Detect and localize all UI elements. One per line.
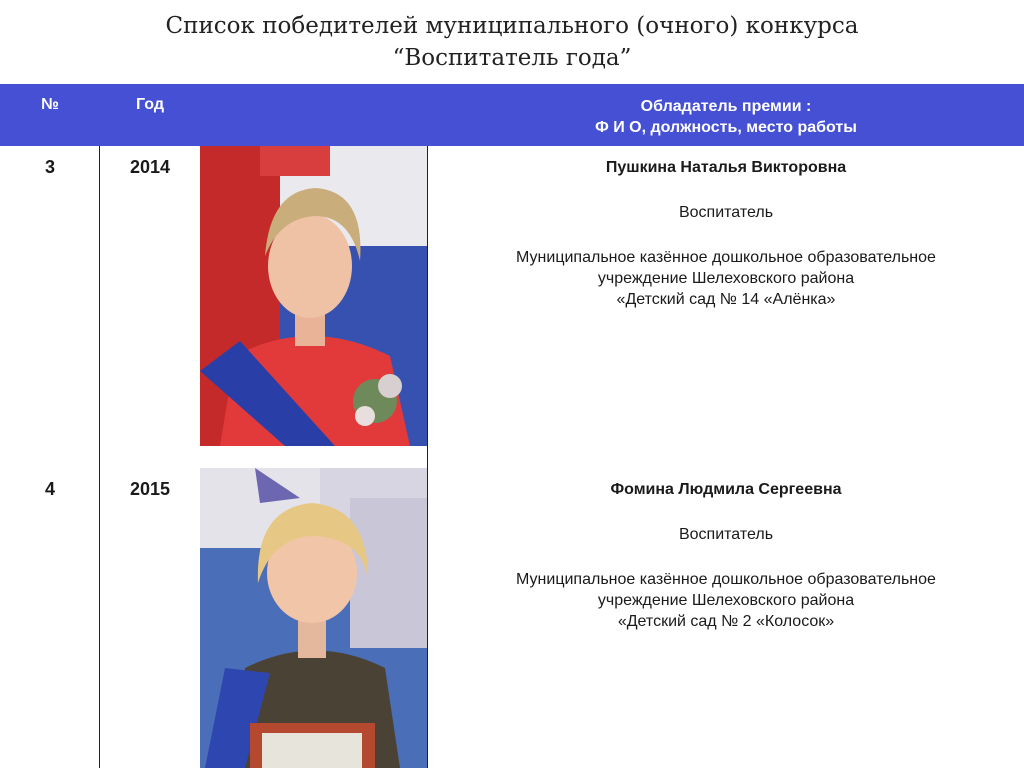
winner-info: [428, 479, 1024, 632]
page-title-line-1: Список победителей муниципального (очного) конкурса: [165, 13, 859, 39]
winner-photo: [200, 468, 427, 768]
header-owner: [428, 96, 1024, 138]
page-title-line-2: “Воспитатель года”: [392, 45, 632, 71]
winner-organization-line-2: учреждение Шелеховского района: [597, 270, 855, 287]
row-year: 2015: [129, 479, 171, 499]
row-year: 2014: [129, 157, 171, 177]
header-owner-line-1: Обладатель премии :: [640, 98, 812, 115]
winner-organization-line-3: «Детский сад № 14 «Алёнка»: [616, 291, 836, 308]
header-owner-line-2: Ф И О, должность, место работы: [595, 119, 857, 136]
winner-photo: [200, 146, 427, 446]
row-number: 4: [44, 479, 55, 499]
winner-organization-line-3: «Детский сад № 2 «Колосок»: [617, 613, 835, 630]
winner-info: [428, 157, 1024, 310]
row-number: 3: [44, 157, 55, 177]
winner-organization-line-2: учреждение Шелеховского района: [597, 592, 855, 609]
winner-name: Пушкина Наталья Викторовна: [605, 159, 847, 176]
header-number: №: [41, 96, 59, 113]
header-year: Год: [136, 96, 164, 113]
column-divider: [99, 146, 100, 768]
table-header: [0, 84, 1024, 146]
winner-position: Воспитатель: [678, 526, 774, 543]
page-title: [0, 10, 1024, 74]
winner-position: Воспитатель: [678, 204, 774, 221]
winner-name: Фомина Людмила Сергеевна: [610, 481, 842, 498]
winner-organization-line-1: Муниципальное казённое дошкольное образовательное: [516, 249, 936, 266]
winner-organization-line-1: Муниципальное казённое дошкольное образовательное: [516, 571, 936, 588]
